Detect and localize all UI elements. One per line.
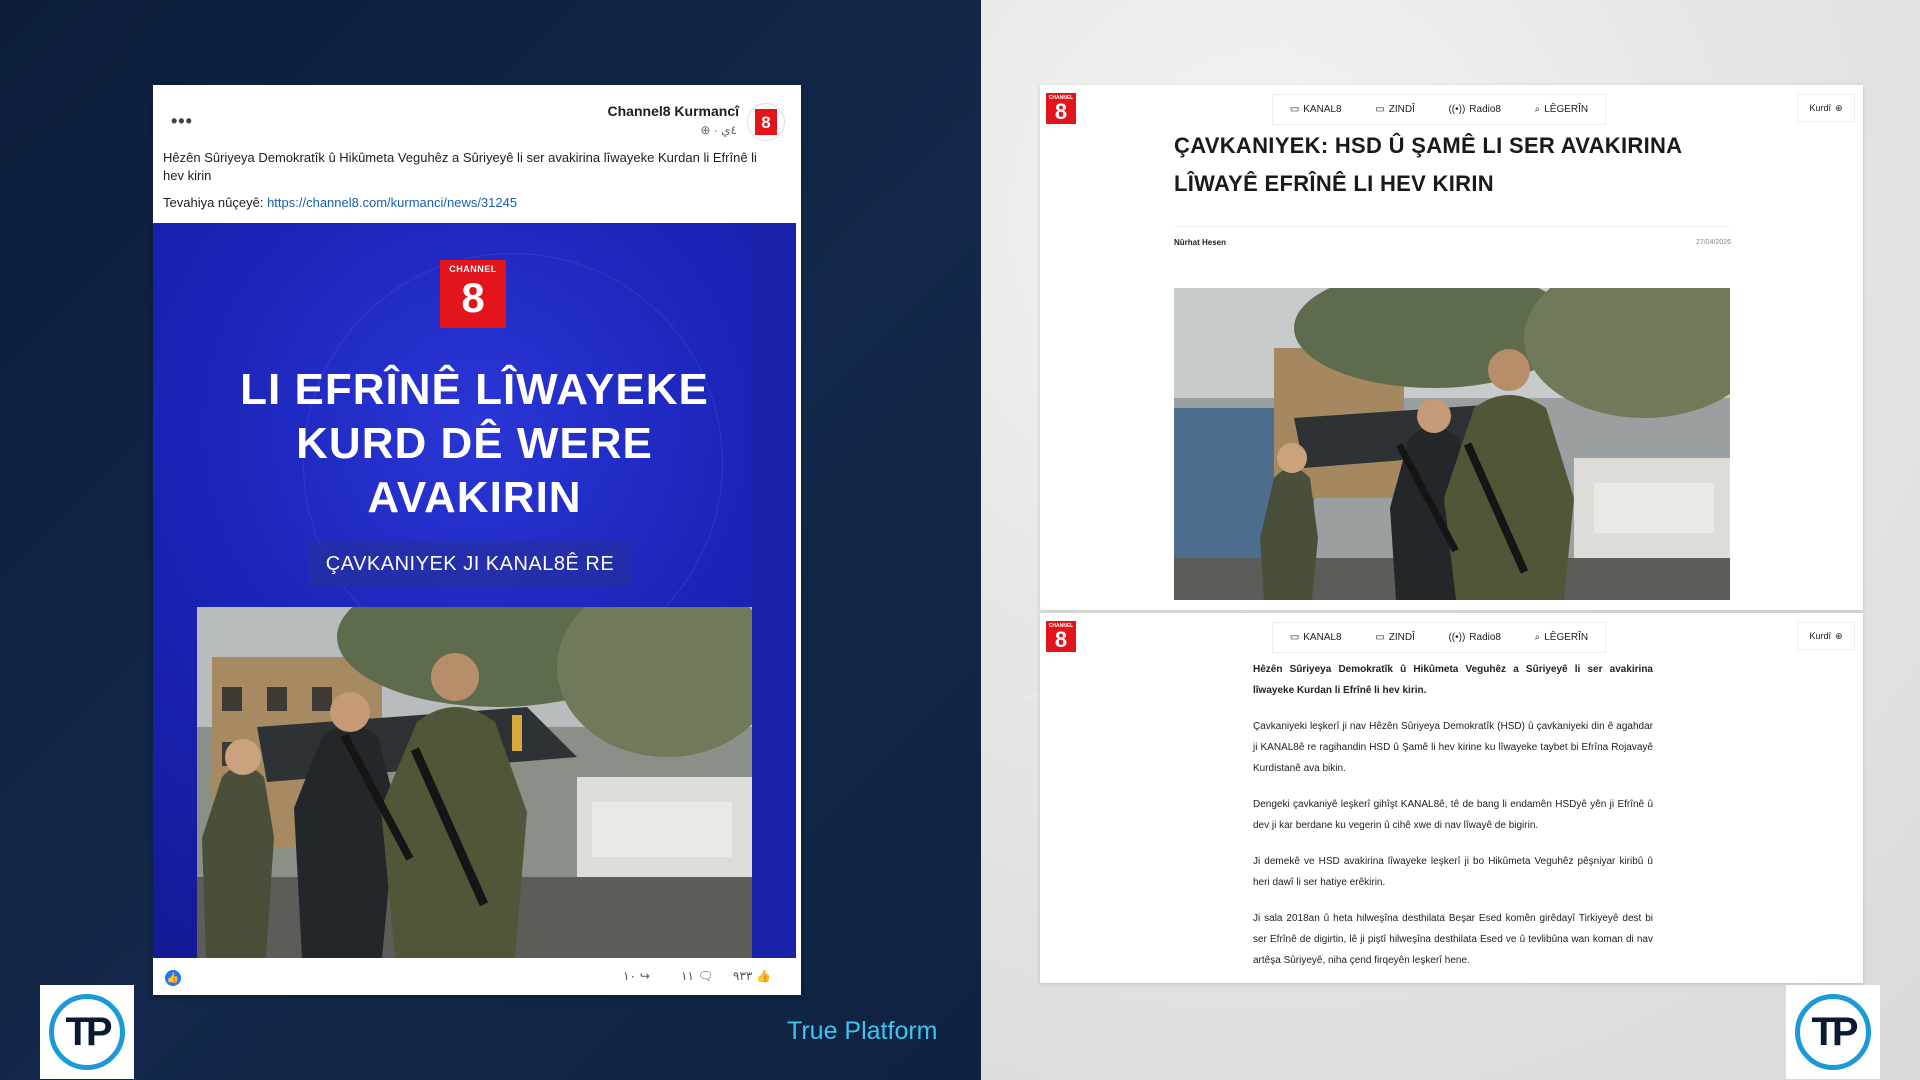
live-tv-icon: ▭ <box>1375 632 1385 643</box>
true-platform-caption: True Platform <box>787 1017 938 1045</box>
article-photo <box>1174 288 1730 600</box>
nav-kanal8[interactable]: ▭ KANAL8 <box>1289 104 1342 115</box>
article-screenshot-top <box>1040 85 1863 610</box>
tv-icon: ▭ <box>1289 632 1300 643</box>
page-avatar[interactable] <box>747 103 785 141</box>
site-nav <box>1272 622 1606 653</box>
post-text: Hêzên Sûriyeya Demokratîk û Hikûmeta Veguhêz a Sûriyeyê li ser avakirina lîwayeke Kurdan li Efrînê li hev kirin <box>163 150 757 183</box>
nav-search[interactable]: ⌕ LÊGERÎN <box>1534 104 1589 115</box>
language-selector[interactable]: Kurdî ⊕ <box>1797 622 1855 650</box>
channel8-logo-icon: 8 <box>755 109 777 135</box>
comment-stat[interactable]: ١٠ ↪ <box>623 969 650 983</box>
channel8-logo[interactable]: CHANNEL 8 <box>1046 93 1076 124</box>
nav-search[interactable]: ⌕ LÊGERÎN <box>1534 632 1589 643</box>
search-icon: ⌕ <box>1534 104 1541 115</box>
article-paragraph: Ji demekê ve HSD avakirina lîwayeke leşkerî ji bo Hikûmeta Veguhêz pêşniyar kiribû û heri dawî li ser hatiye erêkirin. <box>1253 856 1653 888</box>
search-icon: ⌕ <box>1534 632 1541 643</box>
share-stat[interactable]: ١١ 🗨 <box>681 969 714 983</box>
banner-headline: LI EFRÎNÊ LÎWAYEKE KURD DÊ WERE AVAKIRIN <box>240 365 709 522</box>
article-paragraph: Çavkaniyeki leşkerî ji nav Hêzên Sûriyeya Demokratîk (HSD) û çavkaniyeki din ê agahdar ji KANAL8ê re ragihandin HSD û Şamê li hev kirine ku lîwayeke taybet bi Efrîna Rojavayê Kurdistanê ava bikin. <box>1253 721 1653 774</box>
article-paragraph: Ji sala 2018an û heta hilweşîna desthilata Beşar Esed komên girêdayî Tirkiyeyê dest bi ser Efrînê de digirtin, lê ji piştî hilweşîna desthilata Esed ve û tevlibûna wan koman di nav artêşa Sûriyeyê, niha çend firqeyên leşkerî hene. <box>1253 913 1653 966</box>
post-banner-image[interactable] <box>153 223 796 958</box>
globe-icon: ⊕ <box>1834 102 1843 113</box>
comment-bubble-icon: 🗨 <box>697 969 714 983</box>
nav-kanal8[interactable]: ▭ KANAL8 <box>1289 632 1342 643</box>
link-prefix: Tevahiya nûçeyê: <box>163 195 264 210</box>
nav-radio8[interactable]: ((•)) Radio8 <box>1448 632 1501 643</box>
thumbs-up-icon: 👍 <box>756 969 772 983</box>
nav-zindi[interactable]: ▭ ZINDÎ <box>1375 104 1415 115</box>
nav-zindi[interactable]: ▭ ZINDÎ <box>1375 632 1415 643</box>
facebook-post-card <box>153 85 801 995</box>
post-meta: ⊕ · ٤ي <box>700 123 737 137</box>
like-stat[interactable]: ٩٣٣ 👍 <box>733 969 772 983</box>
site-nav <box>1272 94 1606 125</box>
article-paragraph: Dengeki çavkaniyê leşkerî gihîşt KANAL8ê, tê de bang li endamên HSDyê yên ji Efrînê û dev ji kar berdane ku vegerin û cihê xwe di nav lîwayê de bigirin. <box>1253 799 1653 831</box>
soldiers-photo <box>197 607 752 958</box>
page-name[interactable]: Channel8 Kurmancî <box>607 103 739 119</box>
true-platform-logo-left <box>40 985 134 1079</box>
radio-icon: ((•)) <box>1448 104 1466 115</box>
tp-ring-icon: TP <box>49 994 125 1070</box>
news-link[interactable]: https://channel8.com/kurmanci/news/31245 <box>267 195 518 210</box>
like-reaction-icon: 👍 <box>165 970 181 986</box>
banner-subheadline: ÇAVKANIYEK JI KANAL8Ê RE <box>309 541 631 587</box>
post-link-row <box>163 195 517 210</box>
article-body <box>1253 659 1653 986</box>
banner-edge-stripe <box>752 223 796 958</box>
true-platform-logo-right <box>1786 985 1880 1079</box>
tp-ring-icon: TP <box>1795 994 1871 1070</box>
globe-icon: ⊕ <box>1834 630 1843 641</box>
radio-icon: ((•)) <box>1448 632 1466 643</box>
tv-icon: ▭ <box>1289 104 1300 115</box>
article-author: Nûrhat Hesen <box>1174 238 1227 247</box>
article-date: 27/04/2026 <box>1695 239 1731 246</box>
article-screenshot-bottom <box>1040 613 1863 983</box>
language-selector[interactable]: Kurdî ⊕ <box>1797 94 1855 122</box>
share-arrow-icon: ↪ <box>639 969 650 983</box>
live-tv-icon: ▭ <box>1375 104 1385 115</box>
channel8-logo[interactable]: CHANNEL 8 <box>1046 621 1076 652</box>
article-paragraph: Hêzên Sûriyeya Demokratîk û Hikûmeta Veguhêz a Sûriyeyê li ser avakirina lîwayeke Kurdan li Efrînê li hev kirin. <box>1253 664 1653 696</box>
nav-radio8[interactable]: ((•)) Radio8 <box>1448 104 1501 115</box>
divider <box>1174 226 1730 227</box>
channel8-logo: CHANNEL 8 <box>440 260 506 328</box>
article-title: ÇAVKANIYEK: HSD Û ŞAMÊ LI SER AVAKIRINA LÎWAYÊ EFRÎNÊ LI HEV KIRIN <box>1174 133 1682 196</box>
more-options-button[interactable]: ••• <box>171 111 193 131</box>
post-footer <box>153 961 801 995</box>
